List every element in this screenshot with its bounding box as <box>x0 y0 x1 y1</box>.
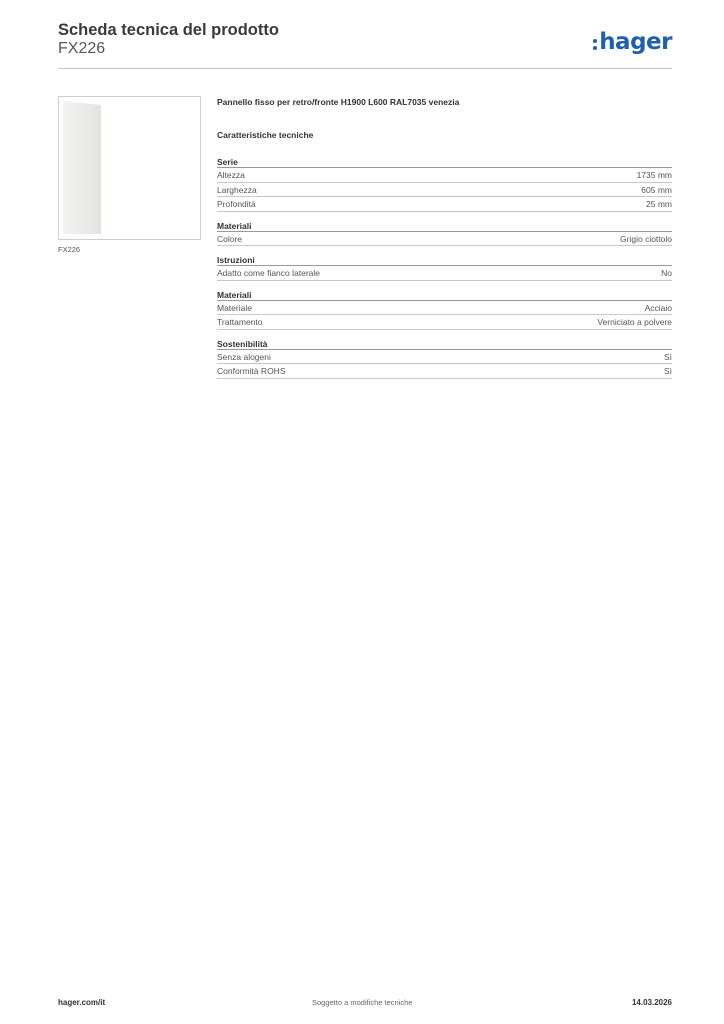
spec-row <box>217 364 672 379</box>
spec-value: Sì <box>663 351 672 362</box>
product-image <box>58 96 201 240</box>
spec-value: 25 mm <box>646 199 672 209</box>
spec-group-title: Serie <box>217 156 672 168</box>
spec-row <box>217 315 672 330</box>
image-caption: FX226 <box>58 245 81 254</box>
hager-logo[interactable] <box>593 28 672 56</box>
spec-label: Altezza <box>217 170 245 180</box>
header-title: Scheda tecnica del prodotto <box>58 21 279 39</box>
spec-group-title: Materiali <box>217 220 672 232</box>
spec-value: Grigio ciottolo <box>620 233 672 244</box>
spec-group-title: Materiali <box>217 289 672 301</box>
spec-group <box>217 156 672 212</box>
spec-label: Conformità ROHS <box>217 366 286 376</box>
spec-value: No <box>661 268 672 278</box>
spec-group <box>217 289 672 330</box>
spec-label: Larghezza <box>217 184 257 195</box>
product-description: Pannello fisso per retro/fronte H1900 L600 RAL7035 venezia <box>217 97 460 107</box>
spec-value: Acciaio <box>644 302 672 313</box>
spec-label: Colore <box>217 233 243 244</box>
spec-label: Trattamento <box>217 317 263 327</box>
spec-row <box>217 168 672 183</box>
spec-group <box>217 254 672 281</box>
product-code: FX226 <box>58 40 106 57</box>
spec-value: Sì <box>663 366 672 376</box>
spec-row <box>217 301 672 316</box>
header-divider <box>58 68 672 69</box>
specs-table <box>217 156 672 387</box>
spec-value: 605 mm <box>641 184 672 195</box>
spec-row <box>217 197 672 212</box>
spec-group <box>217 338 672 379</box>
spec-row <box>217 350 672 365</box>
logo-dots-icon <box>593 39 597 50</box>
spec-label: Adatto come fianco laterale <box>217 268 321 278</box>
spec-value: 1735 mm <box>636 170 672 180</box>
spec-value: Verniciato a polvere <box>597 317 672 327</box>
section-title: Caratteristiche tecniche <box>217 130 314 140</box>
spec-label: Senza alogeni <box>217 351 271 362</box>
spec-row <box>217 183 672 198</box>
logo-text: hager <box>599 28 672 55</box>
footer-date: 14.03.2026 <box>631 998 672 1007</box>
footer-website-link[interactable]: hager.com/it <box>58 998 106 1007</box>
spec-group <box>217 220 672 247</box>
spec-row <box>217 232 672 247</box>
footer-notice: Soggetto a modifiche tecniche <box>312 998 413 1007</box>
spec-label: Materiale <box>217 302 252 313</box>
spec-label: Profondità <box>217 199 256 209</box>
spec-group-title: Istruzioni <box>217 254 672 266</box>
spec-group-title: Sostenibilità <box>217 338 672 350</box>
panel-image-icon <box>63 101 101 234</box>
spec-row <box>217 266 672 281</box>
